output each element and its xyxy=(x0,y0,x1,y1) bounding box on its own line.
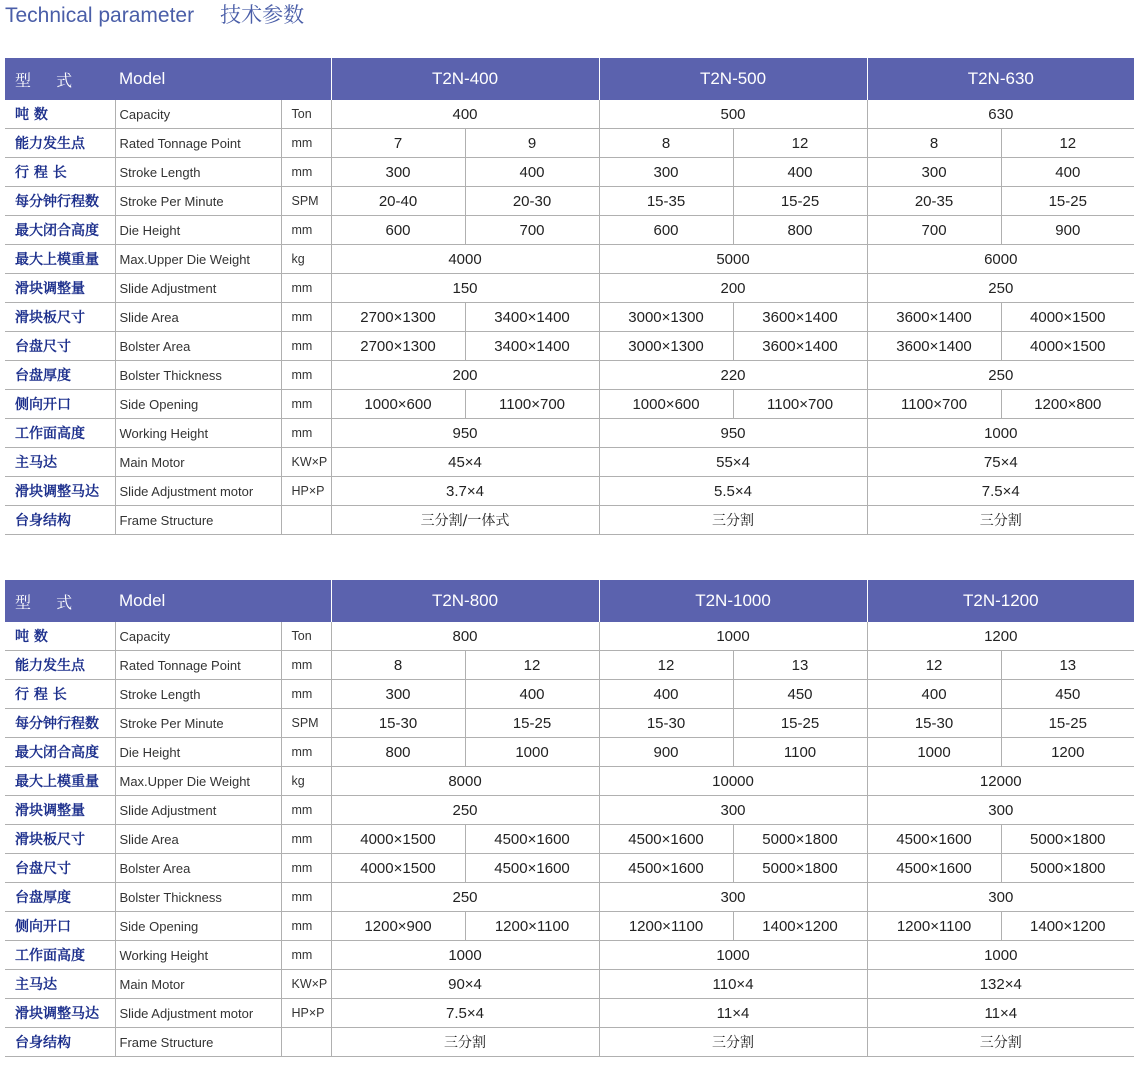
param-name-en: Stroke Per Minute xyxy=(115,709,281,738)
param-name-cn: 每分钟行程数 xyxy=(5,709,115,738)
param-value: 15-25 xyxy=(1001,709,1134,738)
param-value: 1000×600 xyxy=(331,390,465,419)
param-value: 4000×1500 xyxy=(1001,332,1134,361)
param-value: 400 xyxy=(599,680,733,709)
param-unit: mm xyxy=(281,941,331,970)
param-name-cn: 行 程 长 xyxy=(5,158,115,187)
param-name-en: Rated Tonnage Point xyxy=(115,129,281,158)
model-name: T2N-500 xyxy=(599,58,867,100)
param-value: 12 xyxy=(1001,129,1134,158)
param-name-cn: 最大上模重量 xyxy=(5,767,115,796)
param-name-en: Stroke Length xyxy=(115,680,281,709)
param-value: 20-30 xyxy=(465,187,599,216)
param-name-cn: 每分钟行程数 xyxy=(5,187,115,216)
param-value: 400 xyxy=(465,158,599,187)
param-value: 300 xyxy=(599,883,867,912)
param-value: 300 xyxy=(331,680,465,709)
param-name-en: Bolster Area xyxy=(115,332,281,361)
param-value: 250 xyxy=(867,361,1134,390)
param-value: 6000 xyxy=(867,245,1134,274)
spec-table-2 xyxy=(5,580,1134,1057)
spec-row xyxy=(5,883,1134,912)
page-title-en: Technical parameter xyxy=(5,4,195,27)
param-value: 3000×1300 xyxy=(599,332,733,361)
param-value: 15-30 xyxy=(599,709,733,738)
param-unit: kg xyxy=(281,245,331,274)
param-unit xyxy=(281,506,331,535)
param-name-en: Max.Upper Die Weight xyxy=(115,767,281,796)
param-value: 700 xyxy=(465,216,599,245)
param-unit: mm xyxy=(281,796,331,825)
param-unit: KW×P xyxy=(281,970,331,999)
param-name-cn: 主马达 xyxy=(5,970,115,999)
param-name-cn: 台身结构 xyxy=(5,1028,115,1057)
param-name-cn: 能力发生点 xyxy=(5,651,115,680)
param-name-en: Working Height xyxy=(115,941,281,970)
param-value: 300 xyxy=(867,158,1001,187)
param-value: 8 xyxy=(331,651,465,680)
spec-row xyxy=(5,100,1134,129)
header-label-en: Model xyxy=(115,58,331,100)
param-value: 1100 xyxy=(733,738,867,767)
spec-row xyxy=(5,738,1134,767)
spec-row xyxy=(5,1028,1134,1057)
param-value: 1400×1200 xyxy=(1001,912,1134,941)
param-value: 5000 xyxy=(599,245,867,274)
param-name-cn: 最大上模重量 xyxy=(5,245,115,274)
param-name-en: Die Height xyxy=(115,216,281,245)
param-name-cn: 滑块调整量 xyxy=(5,274,115,303)
param-name-cn: 工作面高度 xyxy=(5,941,115,970)
page-title-cn: 技术参数 xyxy=(220,3,305,27)
param-value: 800 xyxy=(733,216,867,245)
param-value: 900 xyxy=(599,738,733,767)
param-value: 20-40 xyxy=(331,187,465,216)
param-unit: HP×P xyxy=(281,999,331,1028)
param-value: 15-30 xyxy=(867,709,1001,738)
param-value: 三分割 xyxy=(331,1028,599,1057)
param-name-en: Bolster Thickness xyxy=(115,883,281,912)
param-value: 950 xyxy=(331,419,599,448)
param-value: 3600×1400 xyxy=(867,303,1001,332)
param-value: 13 xyxy=(1001,651,1134,680)
param-value: 1200 xyxy=(867,622,1134,651)
param-value: 800 xyxy=(331,738,465,767)
spec-row xyxy=(5,448,1134,477)
param-name-cn: 滑块调整马达 xyxy=(5,999,115,1028)
param-name-en: Working Height xyxy=(115,419,281,448)
param-value: 1200×900 xyxy=(331,912,465,941)
param-value: 1000 xyxy=(599,622,867,651)
param-value: 12 xyxy=(465,651,599,680)
spec-row xyxy=(5,129,1134,158)
param-unit: mm xyxy=(281,361,331,390)
param-name-cn: 台盘尺寸 xyxy=(5,854,115,883)
param-unit xyxy=(281,1028,331,1057)
param-name-cn: 最大闭合高度 xyxy=(5,216,115,245)
param-value: 400 xyxy=(867,680,1001,709)
spec-row xyxy=(5,622,1134,651)
param-value: 200 xyxy=(331,361,599,390)
param-value: 1400×1200 xyxy=(733,912,867,941)
param-value: 250 xyxy=(867,274,1134,303)
param-value: 300 xyxy=(331,158,465,187)
param-value: 950 xyxy=(599,419,867,448)
spec-row xyxy=(5,361,1134,390)
param-value: 250 xyxy=(331,883,599,912)
param-value: 75×4 xyxy=(867,448,1134,477)
param-value: 600 xyxy=(599,216,733,245)
param-value: 4000 xyxy=(331,245,599,274)
param-value: 4500×1600 xyxy=(465,825,599,854)
param-name-en: Capacity xyxy=(115,100,281,129)
param-value: 900 xyxy=(1001,216,1134,245)
param-name-cn: 台盘厚度 xyxy=(5,883,115,912)
spec-row xyxy=(5,912,1134,941)
param-value: 250 xyxy=(331,796,599,825)
param-value: 5.5×4 xyxy=(599,477,867,506)
param-name-en: Slide Area xyxy=(115,303,281,332)
param-value: 200 xyxy=(599,274,867,303)
param-value: 4500×1600 xyxy=(465,854,599,883)
param-value: 600 xyxy=(331,216,465,245)
param-value: 300 xyxy=(599,796,867,825)
param-value: 15-25 xyxy=(1001,187,1134,216)
param-value: 450 xyxy=(1001,680,1134,709)
param-value: 400 xyxy=(331,100,599,129)
param-name-cn: 主马达 xyxy=(5,448,115,477)
param-value: 15-25 xyxy=(465,709,599,738)
param-value: 8 xyxy=(599,129,733,158)
param-value: 2700×1300 xyxy=(331,303,465,332)
spec-row xyxy=(5,419,1134,448)
param-name-cn: 滑块调整量 xyxy=(5,796,115,825)
spec-row xyxy=(5,245,1134,274)
param-name-en: Slide Area xyxy=(115,825,281,854)
model-name: T2N-800 xyxy=(331,580,599,622)
param-name-en: Stroke Length xyxy=(115,158,281,187)
header-label-en: Model xyxy=(115,580,331,622)
param-value: 1200×1100 xyxy=(867,912,1001,941)
param-value: 1100×700 xyxy=(867,390,1001,419)
param-value: 7.5×4 xyxy=(867,477,1134,506)
param-unit: kg xyxy=(281,767,331,796)
param-name-en: Slide Adjustment xyxy=(115,274,281,303)
param-value: 55×4 xyxy=(599,448,867,477)
param-value: 7 xyxy=(331,129,465,158)
param-value: 15-25 xyxy=(733,187,867,216)
param-name-en: Rated Tonnage Point xyxy=(115,651,281,680)
param-name-cn: 台身结构 xyxy=(5,506,115,535)
param-value: 12 xyxy=(733,129,867,158)
param-value: 8000 xyxy=(331,767,599,796)
param-value: 4000×1500 xyxy=(331,854,465,883)
param-name-en: Main Motor xyxy=(115,448,281,477)
param-value: 150 xyxy=(331,274,599,303)
param-value: 110×4 xyxy=(599,970,867,999)
spec-row xyxy=(5,477,1134,506)
param-value: 2700×1300 xyxy=(331,332,465,361)
param-unit: mm xyxy=(281,158,331,187)
param-value: 800 xyxy=(331,622,599,651)
param-unit: mm xyxy=(281,680,331,709)
model-name: T2N-1000 xyxy=(599,580,867,622)
param-unit: mm xyxy=(281,274,331,303)
spec-row xyxy=(5,187,1134,216)
param-value: 300 xyxy=(867,883,1134,912)
param-value: 15-30 xyxy=(331,709,465,738)
param-value: 3400×1400 xyxy=(465,332,599,361)
param-value: 1000×600 xyxy=(599,390,733,419)
param-value: 12 xyxy=(867,651,1001,680)
spec-row xyxy=(5,767,1134,796)
param-value: 15-25 xyxy=(733,709,867,738)
param-value: 220 xyxy=(599,361,867,390)
param-value: 9 xyxy=(465,129,599,158)
param-unit: mm xyxy=(281,883,331,912)
param-value: 3600×1400 xyxy=(867,332,1001,361)
param-value: 三分割/一体式 xyxy=(331,506,599,535)
param-name-cn: 台盘厚度 xyxy=(5,361,115,390)
spec-table-1 xyxy=(5,58,1134,535)
spec-row xyxy=(5,651,1134,680)
page-title xyxy=(5,0,304,30)
param-name-cn: 滑块板尺寸 xyxy=(5,825,115,854)
param-value: 三分割 xyxy=(867,1028,1134,1057)
param-value: 3400×1400 xyxy=(465,303,599,332)
param-value: 3600×1400 xyxy=(733,332,867,361)
param-value: 300 xyxy=(599,158,733,187)
param-unit: KW×P xyxy=(281,448,331,477)
spec-row xyxy=(5,158,1134,187)
param-name-cn: 吨 数 xyxy=(5,100,115,129)
model-name: T2N-400 xyxy=(331,58,599,100)
spec-row xyxy=(5,941,1134,970)
param-value: 13 xyxy=(733,651,867,680)
param-name-en: Stroke Per Minute xyxy=(115,187,281,216)
param-name-en: Slide Adjustment motor xyxy=(115,477,281,506)
param-name-en: Side Opening xyxy=(115,912,281,941)
param-value: 90×4 xyxy=(331,970,599,999)
param-value: 4500×1600 xyxy=(867,854,1001,883)
param-unit: mm xyxy=(281,825,331,854)
param-name-cn: 能力发生点 xyxy=(5,129,115,158)
param-name-cn: 吨 数 xyxy=(5,622,115,651)
param-name-cn: 台盘尺寸 xyxy=(5,332,115,361)
param-value: 300 xyxy=(867,796,1134,825)
param-value: 4500×1600 xyxy=(599,825,733,854)
param-unit: mm xyxy=(281,216,331,245)
param-value: 20-35 xyxy=(867,187,1001,216)
spec-row xyxy=(5,506,1134,535)
param-name-cn: 最大闭合高度 xyxy=(5,738,115,767)
param-name-en: Frame Structure xyxy=(115,506,281,535)
param-value: 12 xyxy=(599,651,733,680)
param-value: 1000 xyxy=(465,738,599,767)
spec-row xyxy=(5,274,1134,303)
spec-row xyxy=(5,709,1134,738)
param-value: 3600×1400 xyxy=(733,303,867,332)
param-unit: Ton xyxy=(281,100,331,129)
param-value: 1200×1100 xyxy=(599,912,733,941)
param-value: 4500×1600 xyxy=(599,854,733,883)
param-value: 3.7×4 xyxy=(331,477,599,506)
param-name-en: Max.Upper Die Weight xyxy=(115,245,281,274)
param-unit: Ton xyxy=(281,622,331,651)
param-value: 12000 xyxy=(867,767,1134,796)
param-name-en: Slide Adjustment motor xyxy=(115,999,281,1028)
spec-row xyxy=(5,216,1134,245)
spec-row xyxy=(5,970,1134,999)
spec-row xyxy=(5,332,1134,361)
param-value: 三分割 xyxy=(599,1028,867,1057)
param-unit: HP×P xyxy=(281,477,331,506)
spec-row xyxy=(5,680,1134,709)
param-name-en: Die Height xyxy=(115,738,281,767)
param-name-cn: 侧向开口 xyxy=(5,390,115,419)
param-unit: mm xyxy=(281,854,331,883)
param-value: 500 xyxy=(599,100,867,129)
param-value: 1200 xyxy=(1001,738,1134,767)
param-value: 5000×1800 xyxy=(733,825,867,854)
param-value: 400 xyxy=(1001,158,1134,187)
param-value: 1000 xyxy=(599,941,867,970)
param-value: 11×4 xyxy=(867,999,1134,1028)
param-name-cn: 滑块调整马达 xyxy=(5,477,115,506)
param-value: 630 xyxy=(867,100,1134,129)
param-value: 400 xyxy=(465,680,599,709)
param-name-en: Frame Structure xyxy=(115,1028,281,1057)
header-row xyxy=(5,580,1134,622)
param-value: 三分割 xyxy=(867,506,1134,535)
param-value: 4000×1500 xyxy=(1001,303,1134,332)
param-name-en: Bolster Area xyxy=(115,854,281,883)
param-value: 132×4 xyxy=(867,970,1134,999)
param-value: 三分割 xyxy=(599,506,867,535)
spec-row xyxy=(5,390,1134,419)
spec-row xyxy=(5,303,1134,332)
param-name-cn: 行 程 长 xyxy=(5,680,115,709)
param-value: 4000×1500 xyxy=(331,825,465,854)
param-name-en: Main Motor xyxy=(115,970,281,999)
param-value: 1100×700 xyxy=(465,390,599,419)
param-unit: SPM xyxy=(281,187,331,216)
param-value: 5000×1800 xyxy=(1001,825,1134,854)
param-unit: mm xyxy=(281,129,331,158)
param-value: 45×4 xyxy=(331,448,599,477)
model-name: T2N-1200 xyxy=(867,580,1134,622)
param-value: 10000 xyxy=(599,767,867,796)
spec-row xyxy=(5,825,1134,854)
param-value: 1000 xyxy=(867,941,1134,970)
param-name-cn: 工作面高度 xyxy=(5,419,115,448)
param-value: 1200×1100 xyxy=(465,912,599,941)
param-value: 3000×1300 xyxy=(599,303,733,332)
param-unit: mm xyxy=(281,332,331,361)
param-value: 1200×800 xyxy=(1001,390,1134,419)
param-name-en: Side Opening xyxy=(115,390,281,419)
param-value: 1000 xyxy=(331,941,599,970)
param-unit: mm xyxy=(281,651,331,680)
model-name: T2N-630 xyxy=(867,58,1134,100)
param-name-cn: 侧向开口 xyxy=(5,912,115,941)
param-unit: mm xyxy=(281,390,331,419)
param-value: 5000×1800 xyxy=(733,854,867,883)
param-name-en: Bolster Thickness xyxy=(115,361,281,390)
param-value: 1100×700 xyxy=(733,390,867,419)
param-unit: mm xyxy=(281,912,331,941)
param-value: 5000×1800 xyxy=(1001,854,1134,883)
param-name-en: Capacity xyxy=(115,622,281,651)
spec-row xyxy=(5,854,1134,883)
param-value: 8 xyxy=(867,129,1001,158)
param-unit: mm xyxy=(281,419,331,448)
header-label-cn: 型 式 xyxy=(5,580,115,622)
header-row xyxy=(5,58,1134,100)
param-value: 1000 xyxy=(867,419,1134,448)
param-value: 15-35 xyxy=(599,187,733,216)
header-label-cn: 型 式 xyxy=(5,58,115,100)
param-value: 400 xyxy=(733,158,867,187)
spec-row xyxy=(5,999,1134,1028)
param-name-en: Slide Adjustment xyxy=(115,796,281,825)
param-value: 1000 xyxy=(867,738,1001,767)
param-unit: SPM xyxy=(281,709,331,738)
param-value: 7.5×4 xyxy=(331,999,599,1028)
param-unit: mm xyxy=(281,303,331,332)
param-value: 450 xyxy=(733,680,867,709)
param-name-cn: 滑块板尺寸 xyxy=(5,303,115,332)
param-value: 700 xyxy=(867,216,1001,245)
spec-row xyxy=(5,796,1134,825)
param-value: 4500×1600 xyxy=(867,825,1001,854)
param-unit: mm xyxy=(281,738,331,767)
param-value: 11×4 xyxy=(599,999,867,1028)
